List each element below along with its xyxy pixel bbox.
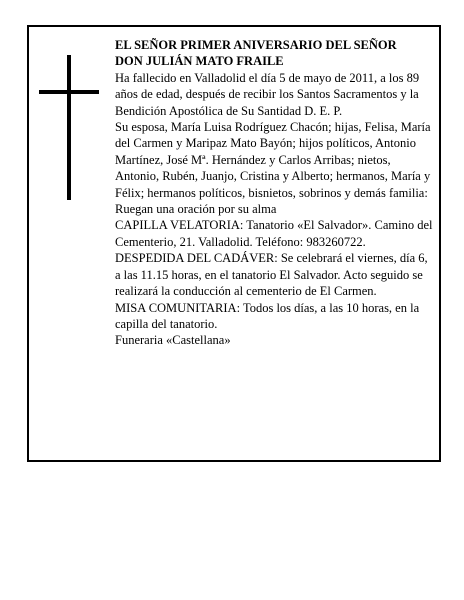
notice-paragraph-prayer: Ruegan una oración por su alma <box>115 202 277 217</box>
notice-paragraph-farewell: DESPEDIDA DEL CADÁVER: Se celebrará el viernes, día 6, a las 11.15 horas, en el tanatorio El Salvador. Acto seguido se realizará la conducción al cementerio de El Carmen. <box>115 251 428 299</box>
cross-icon <box>39 55 99 200</box>
notice-paragraph-family: Su esposa, María Luisa Rodríguez Chacón; hijas, Felisa, María del Carmen y Maripaz Mato Bayón; hijos políticos, Antonio Martínez, José Mª. Hernández y Carlos Arribas; nietos, Antonio, Rubén, Juanjo, Cristina y Alberto; hermanos, María y Félix; hermanos políticos, bisnietos, sobrinos y demás familia: <box>115 120 431 200</box>
notice-text <box>115 37 435 349</box>
notice-title-line-1: EL SEÑOR PRIMER ANIVERSARIO DEL SEÑOR <box>115 38 397 52</box>
notice-paragraph-funeral-home: Funeraria «Castellana» <box>115 333 231 348</box>
obituary-notice <box>27 25 441 462</box>
notice-paragraph-mass: MISA COMUNITARIA: Todos los días, a las 10 horas, en la capilla del tanatorio. <box>115 300 420 331</box>
notice-paragraph-chapel: CAPILLA VELATORIA: Tanatorio «El Salvador». Camino del Cementerio, 21. Valladolid. Teléfono: 983260722. <box>115 218 433 249</box>
cross-vertical-bar <box>67 55 71 200</box>
cross-horizontal-bar <box>39 90 99 94</box>
notice-title-line-2: DON JULIÁN MATO FRAILE <box>115 54 284 69</box>
notice-paragraph-death: Ha fallecido en Valladolid el día 5 de mayo de 2011, a los 89 años de edad, después de recibir los Santos Sacramentos y la Bendición Apostólica de Su Santidad D. E. P. <box>115 70 420 118</box>
